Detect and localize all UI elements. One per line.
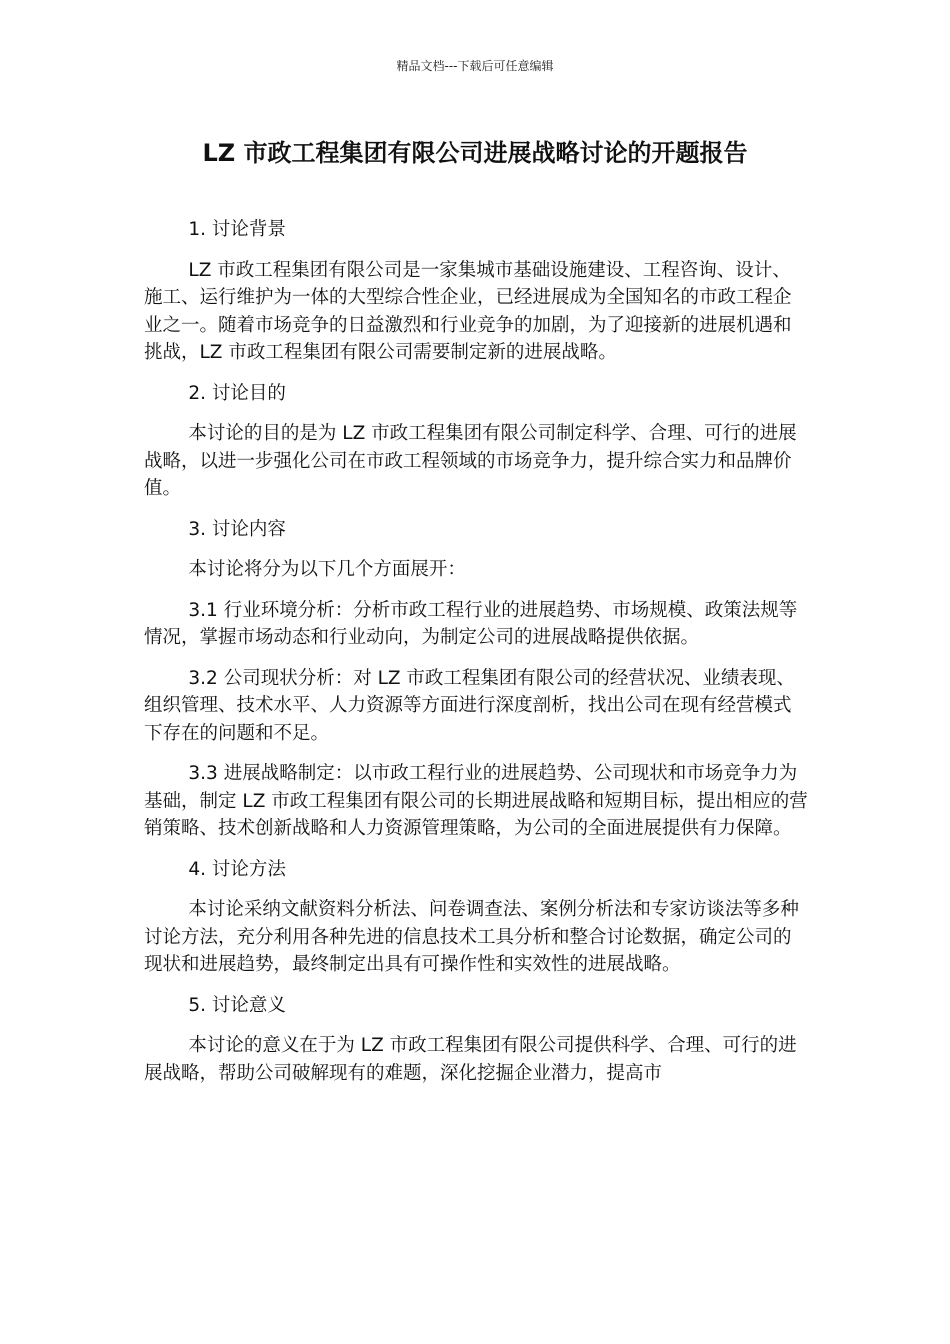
- section-intro-content: 本讨论将分为以下几个方面展开：: [188, 559, 466, 580]
- section-heading-background: 1. 讨论背景: [188, 219, 286, 240]
- subsection-strategy-formulation: 3.3 进展战略制定：以市政工程行业的进展趋势、公司现状和市场竞争力为基础，制定 LZ 市政工程集团有限公司的长期进展战略和短期目标，提出相应的营销策略、技术创新战略和人力资源管理策略，为公司的全面进展提供有力保障。: [144, 763, 808, 839]
- section-body-purpose: 本讨论的目的是为 LZ 市政工程集团有限公司制定科学、合理、可行的进展战略，以进一步强化公司在市政工程领域的市场竞争力，提升综合实力和品牌价值。: [144, 423, 797, 499]
- section-heading-purpose: 2. 讨论目的: [188, 382, 286, 404]
- document-body: [144, 216, 808, 1100]
- section-heading-significance: 5. 讨论意义: [188, 994, 286, 1016]
- section-body-background: LZ 市政工程集团有限公司是一家集城市基础设施建设、工程咨询、设计、施工、运行维护为一体的大型综合性企业，已经进展成为全国知名的市政工程企业之一。随着市场竞争的日益激烈和行业竞争的加剧，为了迎接新的进展机遇和挑战，LZ 市政工程集团有限公司需要制定新的进展战略。: [144, 259, 792, 363]
- document-title: LZ 市政工程集团有限公司进展战略讨论的开题报告: [202, 139, 748, 167]
- section-body-significance: 本讨论的意义在于为 LZ 市政工程集团有限公司提供科学、合理、可行的进展战略，帮助公司破解现有的难题，深化挖掘企业潜力，提高市: [144, 1035, 797, 1084]
- section-body-method: 本讨论采纳文献资料分析法、问卷调查法、案例分析法和专家访谈法等多种讨论方法，充分利用各种先进的信息技术工具分析和整合讨论数据，确定公司的现状和进展趋势，最终制定出具有可操作性和实效性的进展战略。: [144, 899, 799, 975]
- subsection-company-analysis: 3.2 公司现状分析：对 LZ 市政工程集团有限公司的经营状况、业绩表现、组织管理、技术水平、人力资源等方面进行深度剖析，找出公司在现有经营模式下存在的问题和不足。: [144, 667, 795, 744]
- page-header: 精品文档---下载后可任意编辑: [396, 59, 554, 73]
- section-heading-method: 4. 讨论方法: [188, 858, 286, 880]
- subsection-industry-analysis: 3.1 行业环境分析：分析市政工程行业的进展趋势、市场规模、政策法规等情况，掌握市场动态和行业动向，为制定公司的进展战略提供依据。: [144, 599, 798, 648]
- section-heading-content: 3. 讨论内容: [188, 518, 286, 540]
